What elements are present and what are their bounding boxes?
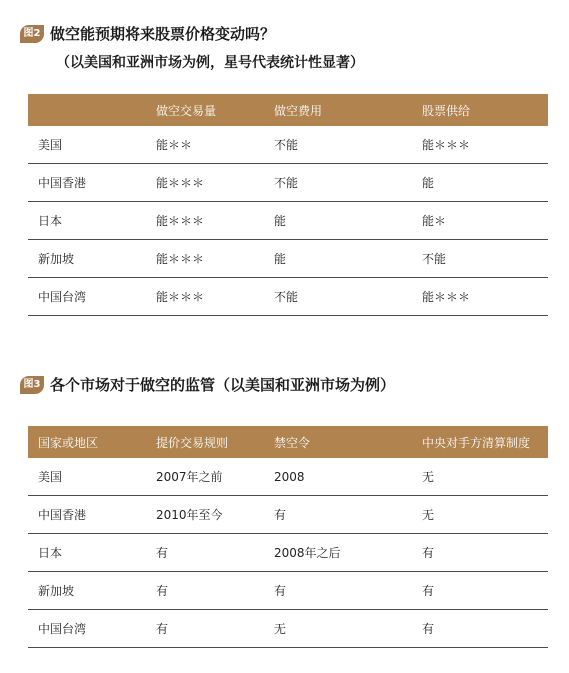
- table-row: [28, 534, 548, 572]
- table-row: [28, 458, 548, 496]
- table-cell: 能: [264, 240, 412, 278]
- table-cell: 有: [146, 534, 264, 572]
- table-cell: 能: [412, 164, 548, 202]
- table-cell: 美国: [28, 458, 146, 496]
- table-cell: 有: [412, 610, 548, 648]
- column-header: 股票供给: [422, 103, 471, 118]
- table-cell: 能＊＊＊: [412, 126, 548, 164]
- table-row: [28, 126, 548, 164]
- figure3-table: [28, 426, 548, 648]
- table-cell: 能＊＊＊: [146, 278, 264, 316]
- table-row: [28, 278, 548, 316]
- table-cell: 有: [146, 610, 264, 648]
- column-header: 中央对手方清算制度: [422, 435, 531, 450]
- table-cell: 能＊＊: [146, 126, 264, 164]
- column-header: 国家或地区: [38, 435, 99, 450]
- table-row: [28, 572, 548, 610]
- table-cell: 有: [264, 572, 412, 610]
- table-cell: 无: [412, 496, 548, 534]
- table-cell: 有: [412, 572, 548, 610]
- column-header: 禁空令: [274, 435, 311, 450]
- table-cell: 中国香港: [28, 496, 146, 534]
- table-cell: 日本: [28, 202, 146, 240]
- table-cell: 2010年至今: [146, 496, 264, 534]
- table-cell: 有: [146, 572, 264, 610]
- figure2-subtitle: （以美国和亚洲市场为例，星号代表统计性显著）: [56, 55, 364, 71]
- table-cell: 美国: [28, 126, 146, 164]
- column-header: [28, 94, 146, 126]
- table-cell: 新加坡: [28, 572, 146, 610]
- table-cell: 中国台湾: [28, 610, 146, 648]
- table-cell: 无: [264, 610, 412, 648]
- table-cell: 能＊＊＊: [146, 202, 264, 240]
- table-cell: 2008: [264, 458, 412, 496]
- table-cell: 有: [412, 534, 548, 572]
- table-cell: 能＊＊＊: [412, 278, 548, 316]
- table-cell: 新加坡: [28, 240, 146, 278]
- table-row: [28, 202, 548, 240]
- column-header: 提价交易规则: [156, 435, 229, 450]
- table-cell: 不能: [412, 240, 548, 278]
- figure2-title: 做空能预期将来股票价格变动吗？: [50, 25, 276, 43]
- table-cell: 不能: [264, 126, 412, 164]
- table-cell: 日本: [28, 534, 146, 572]
- table-cell: 不能: [264, 278, 412, 316]
- column-header: 做空交易量: [156, 103, 217, 118]
- table-row: [28, 164, 548, 202]
- table-cell: 2007年之前: [146, 458, 264, 496]
- table-cell: 中国台湾: [28, 278, 146, 316]
- table-cell: 能＊: [412, 202, 548, 240]
- table-cell: 能＊＊＊: [146, 240, 264, 278]
- figure3-title: 各个市场对于做空的监管（以美国和亚洲市场为例）: [50, 376, 396, 394]
- table-header-row: [28, 426, 548, 458]
- figure3-badge: 图3: [20, 376, 44, 394]
- table-cell: 无: [412, 458, 548, 496]
- column-header: 做空费用: [274, 103, 323, 118]
- table-row: [28, 240, 548, 278]
- table-cell: 2008年之后: [264, 534, 412, 572]
- figure2-badge: 图2: [20, 25, 44, 43]
- table-header-row: [28, 94, 548, 126]
- table-cell: 不能: [264, 164, 412, 202]
- table-row: [28, 496, 548, 534]
- table-row: [28, 610, 548, 648]
- figure3-heading: [20, 374, 395, 395]
- table-cell: 能: [264, 202, 412, 240]
- figure2-heading: [20, 23, 275, 44]
- table-cell: 中国香港: [28, 164, 146, 202]
- table-cell: 能＊＊＊: [146, 164, 264, 202]
- figure2-table: [28, 94, 548, 316]
- table-cell: 有: [264, 496, 412, 534]
